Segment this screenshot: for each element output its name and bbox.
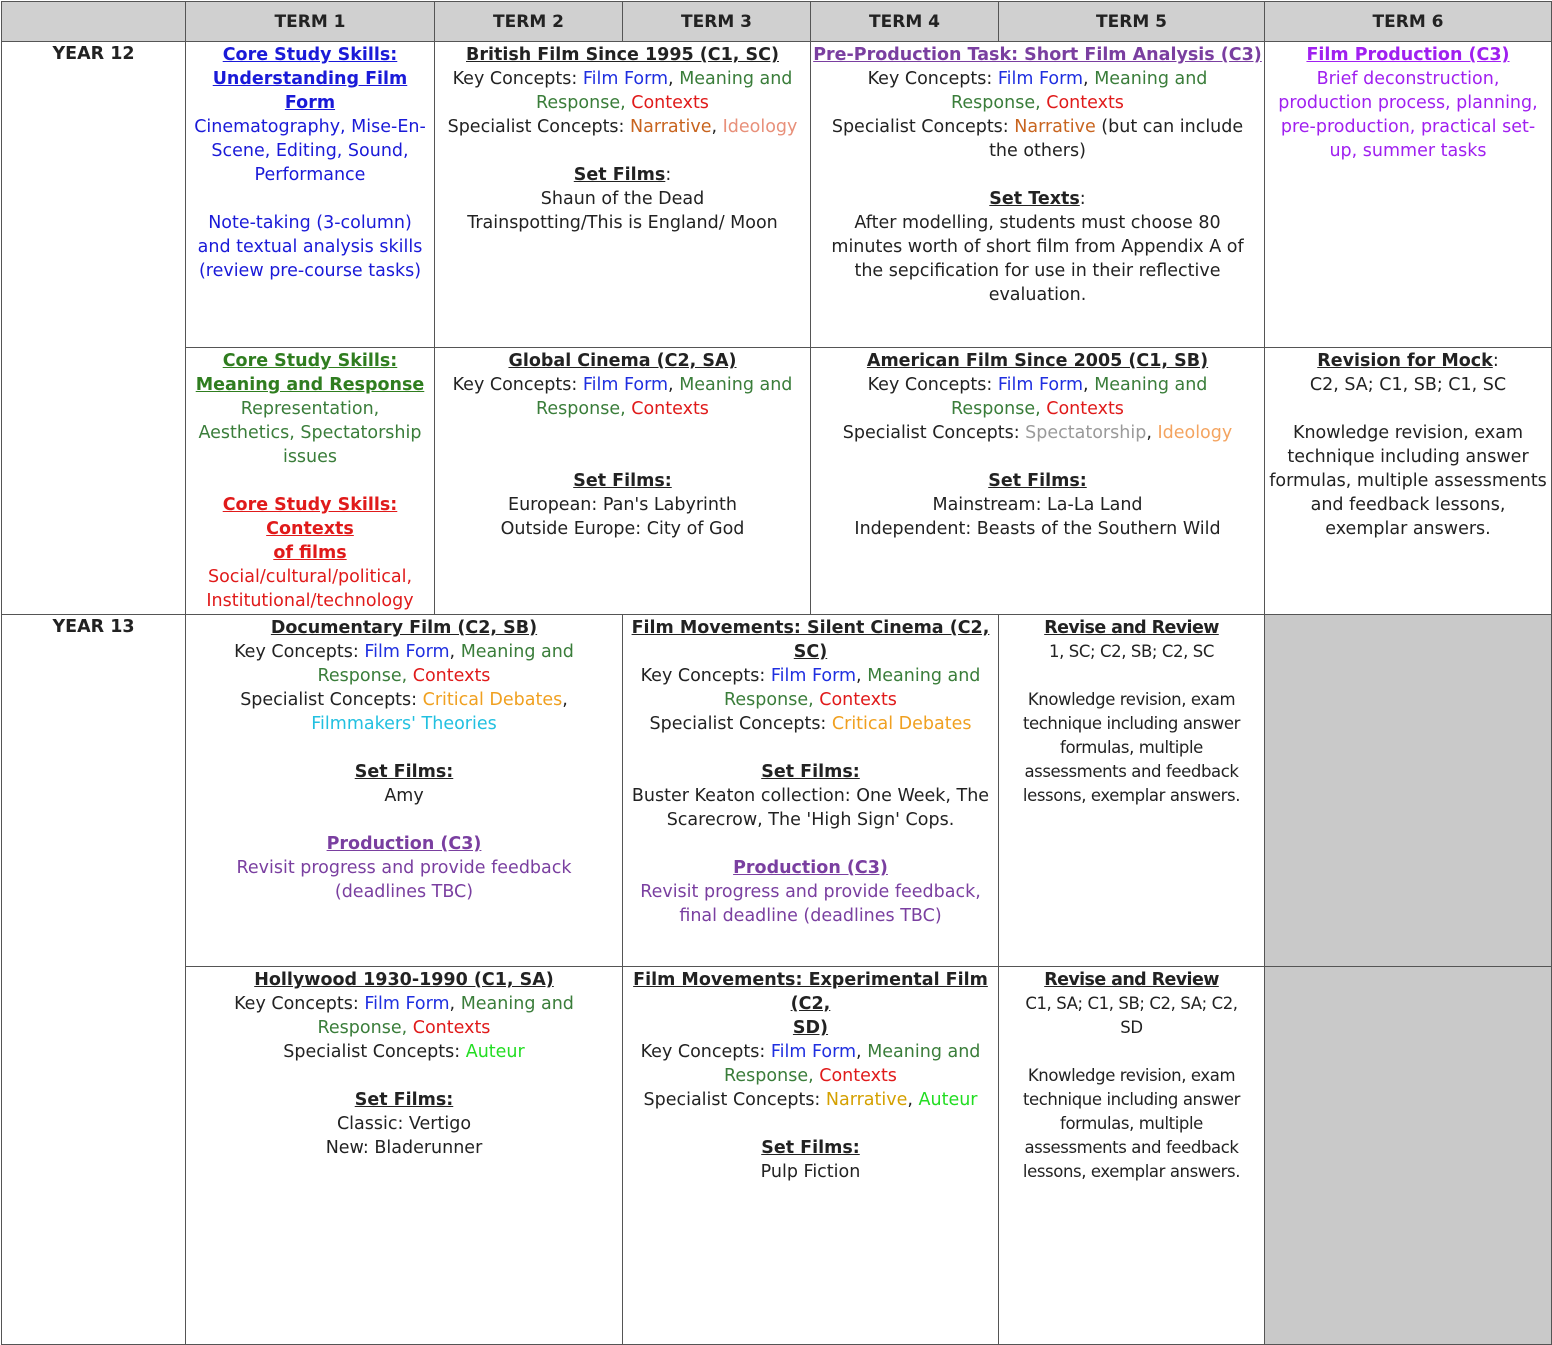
header-term5: TERM 5 [999,2,1265,42]
spectatorship-concept: Spectatorship [1025,423,1147,443]
contexts-concept: Contexts [1046,399,1124,419]
set-film-1: Mainstream: La-La Land [932,495,1143,515]
contexts-concept: Contexts [819,690,897,710]
header-term1: TERM 1 [186,2,435,42]
revise-review-line-2: technique including answer [1022,714,1241,733]
response-concept: Response [724,690,809,710]
film-production-cell [1265,42,1552,348]
response-concept: Response [317,1018,402,1038]
contexts-concept: Contexts [412,1018,491,1038]
key-concepts-label: Key Concepts: [452,69,583,89]
key-concepts-label: Key Concepts: [867,375,998,395]
experimental-title-2: SD) [792,1018,829,1038]
contexts-concept: Contexts [631,399,709,419]
revision-mock-title: Revision for Mock [1317,351,1493,371]
revise-review-components-1: C1, SA; C1, SB; C2, SA; C2, [1025,994,1238,1013]
set-texts-line-3: the sepcification for use in their reflective [854,261,1221,281]
set-films-label: Set Films [573,165,666,185]
key-concepts-label: Key Concepts: [867,69,998,89]
documentary-cell: Documentary Film (C2, SB) Key Concepts: Film Form, Meaning and Response, Contexts Specialist Concepts: Critical Debates, Filmmakers' Theories Set Films: Amy Production (C3) Revisit progress and provide feedback (deadlines TBC) [186,615,623,967]
core-form-body-1: Cinematography, Mise-En- [194,117,426,137]
specialist-concepts-label: Specialist Concepts: [283,1042,466,1062]
set-texts-line-4: evaluation. [988,285,1087,305]
revise-review-line-3: formulas, multiple [1060,1114,1203,1133]
set-film-2: Trainspotting/This is England/ Moon [467,213,778,233]
revision-mock-components: C2, SA; C1, SB; C1, SC [1309,375,1507,395]
key-concepts-label: Key Concepts: [452,375,583,395]
documentary-title: Documentary Film (C2, SB) [270,618,538,638]
year13-row-b [2,967,1552,1345]
core-meaning-cell [186,348,435,615]
revision-mock-line-5: exemplar answers. [1325,519,1491,539]
specialist-concepts-label: Specialist Concepts: [447,117,631,137]
meaning-concept: Meaning and [867,666,981,686]
set-film-2: Outside Europe: City of God [500,519,745,539]
year12-row-b [2,348,1552,615]
contexts-concept: Contexts [631,93,709,113]
set-film-1: Pulp Fiction [760,1162,861,1182]
film-form-concept: Film Form [364,994,450,1014]
contexts-concept: Contexts [819,1066,897,1086]
production-title: Production (C3) [733,858,888,878]
experimental-film-cell: Film Movements: Experimental Film (C2, SD) Key Concepts: Film Form, Meaning and Response, Contexts Specialist Concepts: Narrative, Auteur Set Films: Pulp Fiction [623,967,999,1345]
film-form-concept: Film Form [997,375,1084,395]
core-form-note-3: (review pre-course tasks) [198,261,422,281]
filmmakers-theories-concept: Filmmakers' Theories [311,714,497,734]
specialist-concepts-label: Specialist Concepts: [649,714,832,734]
film-form-concept: Film Form [582,375,669,395]
response-concept: Response [536,399,621,419]
set-texts-line-2: minutes worth of short film from Appendix A of [831,237,1244,257]
header-corner [2,2,186,42]
revise-review-line-1: Knowledge revision, exam [1027,1066,1236,1085]
revise-review-title: Revise and Review [1044,618,1219,638]
british-film-cell: British Film Since 1995 (C1, SC) Key Concepts: Film Form, Meaning and Response, Contexts Specialist Concepts: Narrative, Ideology Set Films: Shaun of the Dead Trainspotting/This is England/ Moon [435,42,811,348]
revise-review-line-5: lessons, exemplar answers. [1022,1162,1241,1181]
production-line-1: Revisit progress and provide feedback [236,858,572,878]
film-form-concept: Film Form [582,69,669,89]
core-meaning-body-1: Representation, [240,399,380,419]
meaning-concept: Meaning and [679,375,793,395]
core-form-body-3: Performance [254,165,366,185]
core-form-note-2: and textual analysis skills [197,237,423,257]
auteur-concept: Auteur [918,1090,978,1110]
set-film-1: Shaun of the Dead [540,189,705,209]
response-concept: Response [317,666,402,686]
core-form-cell [186,42,435,348]
critical-debates-concept: Critical Debates [422,690,563,710]
revise-review-line-1: Knowledge revision, exam [1027,690,1236,709]
production-title: Production (C3) [326,834,482,854]
core-form-body-2: Scene, Editing, Sound, [211,141,409,161]
set-films-label: Set Films: [988,471,1087,491]
production-line-2: (deadlines TBC) [334,882,474,902]
response-concept: Response [951,399,1036,419]
revise-review-line-3: formulas, multiple [1060,738,1203,757]
film-form-concept: Film Form [770,1042,857,1062]
meaning-concept: Meaning and [460,994,574,1014]
core-meaning-body-3: issues [282,447,338,467]
narrative-concept: Narrative [825,1090,908,1110]
specialist-concepts-label: Specialist Concepts: [240,690,423,710]
meaning-concept: Meaning and [460,642,574,662]
global-cinema-cell: Global Cinema (C2, SA) Key Concepts: Film Form, Meaning and Response, Contexts Set Films: European: Pan's Labyrinth Outside Europe: City of God [435,348,811,615]
key-concepts-label: Key Concepts: [234,642,365,662]
set-films-label: Set Films: [761,1138,860,1158]
header-term6: TERM 6 [1265,2,1552,42]
revise-review-line-2: technique including answer [1022,1090,1241,1109]
set-film-1: European: Pan's Labyrinth [508,495,737,515]
core-meaning-title-1: Core Study Skills: [222,351,398,371]
film-production-line-3: pre-production, practical set- [1280,117,1536,137]
set-films-label: Set Films: [354,1090,454,1110]
curriculum-table [1,1,1552,1345]
set-film-2: New: Bladerunner [325,1138,483,1158]
core-contexts-body-2: Institutional/technology [206,591,414,611]
header-term2: TERM 2 [435,2,623,42]
critical-debates-concept: Critical Debates [831,714,972,734]
silent-cinema-cell: Film Movements: Silent Cinema (C2, SC) Key Concepts: Film Form, Meaning and Response, Contexts Specialist Concepts: Critical Debates Set Films: Buster Keaton collection: One Week, The Scarecrow, The 'High Sign' Cops. Production (C3) Revisit progress and provide feedback, final deadline (deadlines TBC) [623,615,999,967]
set-film-1: Classic: Vertigo [336,1114,472,1134]
revise-review-line-4: assessments and feedback [1024,1138,1239,1157]
revise-review-line-4: assessments and feedback [1024,762,1239,781]
film-production-title: Film Production (C3) [1306,45,1510,65]
set-film-2: Independent: Beasts of the Southern Wild [854,519,1221,539]
core-form-title-1: Core Study Skills: [222,45,398,65]
experimental-title-1: Film Movements: Experimental Film (C2, [633,970,988,1014]
revise-review-cell-1 [999,615,1265,967]
revise-review-cell-2 [999,967,1265,1345]
meaning-concept: Meaning and [867,1042,981,1062]
set-film-1: Amy [384,786,424,806]
specialist-concepts-label: Specialist Concepts: [842,423,1026,443]
set-films-label: Set Films: [761,762,860,782]
core-form-note-1: Note-taking (3-column) [208,213,412,233]
film-form-concept: Film Form [364,642,450,662]
narrative-concept: Narrative [630,117,712,137]
ideology-concept: Ideology [722,117,798,137]
american-film-cell: American Film Since 2005 (C1, SB) Key Concepts: Film Form, Meaning and Response, Contexts Specialist Concepts: Spectatorship, Ideology Set Films: Mainstream: La-La Land Independent: Beasts of the Southern Wild [811,348,1265,615]
american-film-title: American Film Since 2005 (C1, SB) [866,351,1209,371]
revise-review-components-2: SD [1120,1018,1143,1037]
header-term3: TERM 3 [623,2,811,42]
set-films-label: Set Films: [573,471,672,491]
core-form-title-2: Understanding Film Form [212,69,408,113]
header-row [2,2,1552,42]
set-film-2: Scarecrow, The 'High Sign' Cops. [666,810,955,830]
revise-review-components: 1, SC; C2, SB; C2, SC [1049,642,1214,661]
specialist-note-2: the others) [989,141,1086,161]
ideology-concept: Ideology [1157,423,1233,443]
meaning-concept: Meaning and [1094,69,1208,89]
revision-mock-line-4: and feedback lessons, [1310,495,1506,515]
year13-row-a [2,615,1552,967]
response-concept: Response [724,1066,809,1086]
auteur-concept: Auteur [465,1042,525,1062]
core-meaning-title-2: Meaning and Response [195,375,425,395]
silent-cinema-title: Film Movements: Silent Cinema (C2, SC) [631,618,990,662]
set-film-1: Buster Keaton collection: One Week, The [631,786,990,806]
specialist-concepts-label: Specialist Concepts: [831,117,1015,137]
year12-label: YEAR 12 [2,42,186,615]
british-film-title: British Film Since 1995 (C1, SC) [466,45,779,65]
film-production-line-1: Brief deconstruction, [1316,69,1500,89]
production-line-2: final deadline (deadlines TBC) [679,906,942,926]
revision-mock-line-3: formulas, multiple assessments [1269,471,1547,491]
set-texts-line-1: After modelling, students must choose 80 [854,213,1221,233]
set-texts-label: Set Texts [989,189,1080,209]
response-concept: Response [951,93,1036,113]
empty-term6-cell-2 [1265,967,1552,1345]
meaning-concept: Meaning and [1094,375,1208,395]
revision-mock-line-1: Knowledge revision, exam [1292,423,1524,443]
pre-production-cell: Pre-Production Task: Short Film Analysis (C3) Key Concepts: Film Form, Meaning and Response, Contexts Specialist Concepts: Narrative (but can include the others) Set Texts: After modelling, students must choose 80 minutes worth of short film from Appendix A of the sepcification for use in their reflective evaluation. [811,42,1265,348]
film-production-line-2: production process, planning, [1278,93,1538,113]
contexts-concept: Contexts [1046,93,1124,113]
revise-review-line-5: lessons, exemplar answers. [1022,786,1241,805]
film-production-line-4: up, summer tasks [1329,141,1487,161]
year13-label: YEAR 13 [2,615,186,1345]
hollywood-title: Hollywood 1930-1990 (C1, SA) [254,970,554,990]
key-concepts-label: Key Concepts: [640,666,771,686]
film-form-concept: Film Form [770,666,857,686]
specialist-concepts-label: Specialist Concepts: [643,1090,826,1110]
core-contexts-title-2: of films [273,543,347,563]
revision-mock-cell: Revision for Mock: C2, SA; C1, SB; C1, SC Knowledge revision, exam technique including answer formulas, multiple assessments and feedback lessons, exemplar answers. [1265,348,1552,615]
film-form-concept: Film Form [997,69,1084,89]
key-concepts-label: Key Concepts: [234,994,365,1014]
production-line-1: Revisit progress and provide feedback, [640,882,981,902]
header-term4: TERM 4 [811,2,999,42]
core-contexts-title-1: Core Study Skills: Contexts [222,495,398,539]
key-concepts-label: Key Concepts: [640,1042,771,1062]
specialist-note: (but can include [1095,117,1244,137]
empty-term6-cell-1 [1265,615,1552,967]
pre-production-title: Pre-Production Task: Short Film Analysis (C3) [813,45,1262,65]
contexts-concept: Contexts [412,666,491,686]
revision-mock-line-2: technique including answer [1287,447,1529,467]
revise-review-title: Revise and Review [1044,970,1219,990]
hollywood-cell: Hollywood 1930-1990 (C1, SA) Key Concepts: Film Form, Meaning and Response, Contexts Specialist Concepts: Auteur Set Films: Classic: Vertigo New: Bladerunner [186,967,623,1345]
core-contexts-body-1: Social/cultural/political, [207,567,413,587]
response-concept: Response [536,93,621,113]
meaning-concept: Meaning and [679,69,793,89]
core-meaning-body-2: Aesthetics, Spectatorship [198,423,422,443]
set-films-label: Set Films: [354,762,454,782]
narrative-concept: Narrative [1014,117,1096,137]
year12-row-a [2,42,1552,348]
global-cinema-title: Global Cinema (C2, SA) [508,351,737,371]
